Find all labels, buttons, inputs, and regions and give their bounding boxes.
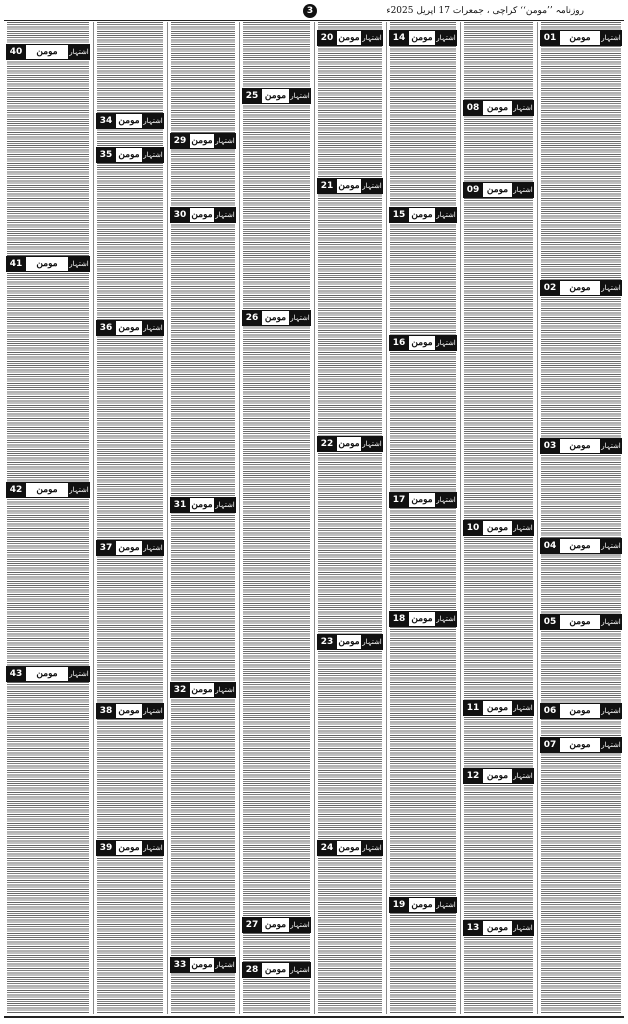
notice-logo: اشتہار xyxy=(600,704,622,718)
notice-logo: اشتہار xyxy=(289,89,311,103)
notice-header xyxy=(463,100,534,116)
notice-number: 17 xyxy=(389,493,409,507)
notice-logo: اشتہار xyxy=(361,31,383,45)
notice-logo: اشتہار xyxy=(361,437,383,451)
column-text-block xyxy=(390,22,456,1014)
column-text-block xyxy=(243,22,310,1014)
notice-logo: اشتہار xyxy=(600,539,622,553)
notice-title: مومن xyxy=(338,843,360,853)
notice-header xyxy=(463,520,534,536)
notice-header xyxy=(6,256,90,272)
notice-logo: اشتہار xyxy=(142,114,164,128)
notice-logo: اشتہار xyxy=(289,918,311,932)
notice-title: مومن xyxy=(118,543,140,553)
notice-logo: اشتہار xyxy=(600,439,622,453)
notice-column-6 xyxy=(168,22,238,1014)
notice-logo: اشتہار xyxy=(512,921,534,935)
notice-logo: اشتہار xyxy=(142,841,164,855)
notice-number: 19 xyxy=(389,898,409,912)
notice-logo: اشتہار xyxy=(289,311,311,325)
notice-logo: اشتہار xyxy=(435,898,457,912)
notice-number: 24 xyxy=(317,841,337,855)
notice-logo: اشتہار xyxy=(600,31,622,45)
notice-logo: اشتہار xyxy=(435,208,457,222)
header-rule xyxy=(4,20,624,21)
notice-header xyxy=(389,335,457,351)
column-text-block xyxy=(541,22,621,1014)
notice-number: 07 xyxy=(540,738,560,752)
notice-logo: اشتہار xyxy=(142,321,164,335)
notice-number: 05 xyxy=(540,615,560,629)
notice-header xyxy=(463,700,534,716)
notice-number: 43 xyxy=(6,667,26,681)
notice-column-1 xyxy=(538,22,624,1014)
notice-header xyxy=(540,737,622,753)
notice-logo: اشتہار xyxy=(142,541,164,555)
notice-logo: اشتہار xyxy=(435,31,457,45)
column-divider xyxy=(386,22,387,1014)
masthead xyxy=(0,6,628,20)
notice-number: 15 xyxy=(389,208,409,222)
column-divider xyxy=(167,22,168,1014)
notice-header xyxy=(96,147,164,163)
notice-title: مومن xyxy=(569,441,591,451)
notice-number: 33 xyxy=(170,958,190,972)
notice-number: 10 xyxy=(463,521,483,535)
notice-header xyxy=(170,682,236,698)
notice-number: 06 xyxy=(540,704,560,718)
notice-title: مومن xyxy=(118,150,140,160)
notice-title: مومن xyxy=(118,843,140,853)
notice-header xyxy=(96,703,164,719)
notice-header xyxy=(540,703,622,719)
notice-logo: اشتہار xyxy=(68,257,90,271)
notice-title: مومن xyxy=(36,485,58,495)
notice-logo: اشتہار xyxy=(512,701,534,715)
notice-title: مومن xyxy=(36,669,58,679)
notice-logo: اشتہار xyxy=(512,769,534,783)
column-text-block xyxy=(171,22,235,1014)
notice-number: 14 xyxy=(389,31,409,45)
notice-logo: اشتہار xyxy=(68,667,90,681)
notice-number: 08 xyxy=(463,101,483,115)
notice-title: مومن xyxy=(191,960,213,970)
column-divider xyxy=(93,22,94,1014)
notice-title: مومن xyxy=(338,637,360,647)
notice-title: مومن xyxy=(569,283,591,293)
notice-header xyxy=(540,538,622,554)
column-text-block xyxy=(7,22,89,1014)
notice-logo: اشتہار xyxy=(512,183,534,197)
notice-header xyxy=(389,492,457,508)
notice-logo: اشتہار xyxy=(214,683,236,697)
notice-logo: اشتہار xyxy=(142,148,164,162)
notice-column-7 xyxy=(94,22,166,1014)
column-divider xyxy=(537,22,538,1014)
notice-title: مومن xyxy=(36,259,58,269)
notice-title: مومن xyxy=(191,685,213,695)
notice-number: 13 xyxy=(463,921,483,935)
notice-number: 34 xyxy=(96,114,116,128)
column-divider xyxy=(460,22,461,1014)
notice-number: 03 xyxy=(540,439,560,453)
notice-header xyxy=(463,920,534,936)
notice-title: مومن xyxy=(191,500,213,510)
notice-title: مومن xyxy=(486,771,509,781)
notice-title: مومن xyxy=(191,136,213,146)
notice-column-4 xyxy=(315,22,385,1014)
notice-header xyxy=(317,436,383,452)
notice-header xyxy=(6,44,90,60)
notice-header xyxy=(6,482,90,498)
notice-number: 16 xyxy=(389,336,409,350)
notice-logo: اشتہار xyxy=(512,521,534,535)
notice-header xyxy=(317,634,383,650)
notice-logo: اشتہار xyxy=(214,134,236,148)
notice-number: 09 xyxy=(463,183,483,197)
notice-number: 25 xyxy=(242,89,262,103)
notice-number: 42 xyxy=(6,483,26,497)
notice-logo: اشتہار xyxy=(289,963,311,977)
notice-number: 28 xyxy=(242,963,262,977)
date-line: روزنامہ ’’مومن‘‘ کراچی ، جمعرات 17 اپریل 2025ء xyxy=(386,6,584,16)
notice-header xyxy=(540,614,622,630)
notice-header xyxy=(317,30,383,46)
notice-title: مومن xyxy=(569,541,591,551)
notice-title: مومن xyxy=(411,614,433,624)
notice-logo: اشتہار xyxy=(214,208,236,222)
notice-header xyxy=(170,497,236,513)
notice-title: مومن xyxy=(411,900,433,910)
notice-header xyxy=(242,88,311,104)
notice-title: مومن xyxy=(338,33,360,43)
notice-header xyxy=(6,666,90,682)
notice-number: 31 xyxy=(170,498,190,512)
notice-title: مومن xyxy=(411,33,433,43)
notice-title: مومن xyxy=(118,706,140,716)
notice-column-5 xyxy=(240,22,313,1014)
notice-number: 37 xyxy=(96,541,116,555)
notice-header xyxy=(540,438,622,454)
notice-number: 32 xyxy=(170,683,190,697)
notice-title: مومن xyxy=(264,965,287,975)
notice-title: مومن xyxy=(118,116,140,126)
notice-header xyxy=(170,133,236,149)
notice-header xyxy=(463,768,534,784)
notice-logo: اشتہار xyxy=(361,635,383,649)
notice-number: 27 xyxy=(242,918,262,932)
notice-title: مومن xyxy=(411,338,433,348)
notice-number: 26 xyxy=(242,311,262,325)
notice-header xyxy=(96,113,164,129)
notice-title: مومن xyxy=(486,185,509,195)
notice-title: مومن xyxy=(486,923,509,933)
notice-number: 02 xyxy=(540,281,560,295)
notice-header xyxy=(389,611,457,627)
column-divider xyxy=(314,22,315,1014)
notice-header xyxy=(463,182,534,198)
notice-column-8 xyxy=(4,22,92,1014)
notice-title: مومن xyxy=(411,495,433,505)
notice-logo: اشتہار xyxy=(214,498,236,512)
column-text-block xyxy=(97,22,163,1014)
notice-header xyxy=(96,540,164,556)
notice-header xyxy=(317,178,383,194)
notice-title: مومن xyxy=(411,210,433,220)
notice-number: 35 xyxy=(96,148,116,162)
notice-logo: اشتہار xyxy=(512,101,534,115)
notice-header xyxy=(389,207,457,223)
notice-title: مومن xyxy=(569,33,591,43)
notice-logo: اشتہار xyxy=(600,281,622,295)
column-text-block xyxy=(318,22,382,1014)
notice-logo: اشتہار xyxy=(600,738,622,752)
notice-number: 01 xyxy=(540,31,560,45)
notice-number: 23 xyxy=(317,635,337,649)
notice-title: مومن xyxy=(264,920,287,930)
notice-header xyxy=(540,280,622,296)
notice-header xyxy=(242,962,311,978)
notice-title: مومن xyxy=(486,103,509,113)
footer-rule xyxy=(4,1016,624,1018)
notice-number: 11 xyxy=(463,701,483,715)
notice-number: 39 xyxy=(96,841,116,855)
notice-header xyxy=(170,957,236,973)
notice-title: مومن xyxy=(338,181,360,191)
column-text-block xyxy=(464,22,533,1014)
notice-column-2 xyxy=(461,22,536,1014)
notice-number: 41 xyxy=(6,257,26,271)
notice-number: 21 xyxy=(317,179,337,193)
page-number: 3 xyxy=(303,4,317,18)
notice-number: 29 xyxy=(170,134,190,148)
notice-number: 22 xyxy=(317,437,337,451)
notice-logo: اشتہار xyxy=(214,958,236,972)
notice-header xyxy=(96,840,164,856)
notice-title: مومن xyxy=(118,323,140,333)
notice-title: مومن xyxy=(569,740,591,750)
notice-header xyxy=(242,917,311,933)
notice-header xyxy=(389,897,457,913)
notice-number: 38 xyxy=(96,704,116,718)
notice-header xyxy=(242,310,311,326)
notice-number: 30 xyxy=(170,208,190,222)
notice-logo: اشتہار xyxy=(435,612,457,626)
notice-header xyxy=(96,320,164,336)
notice-number: 04 xyxy=(540,539,560,553)
column-divider xyxy=(239,22,240,1014)
notice-number: 12 xyxy=(463,769,483,783)
notice-title: مومن xyxy=(36,47,58,57)
notice-logo: اشتہار xyxy=(142,704,164,718)
notice-logo: اشتہار xyxy=(68,45,90,59)
notice-logo: اشتہار xyxy=(361,841,383,855)
notice-title: مومن xyxy=(569,706,591,716)
notice-title: مومن xyxy=(486,703,509,713)
notice-header xyxy=(317,840,383,856)
notice-column-3 xyxy=(387,22,459,1014)
notice-title: مومن xyxy=(264,91,287,101)
notice-title: مومن xyxy=(569,617,591,627)
notice-header xyxy=(540,30,622,46)
notice-header xyxy=(389,30,457,46)
notice-logo: اشتہار xyxy=(361,179,383,193)
notice-number: 40 xyxy=(6,45,26,59)
notice-title: مومن xyxy=(338,439,360,449)
notice-number: 36 xyxy=(96,321,116,335)
notice-header xyxy=(170,207,236,223)
notice-title: مومن xyxy=(264,313,287,323)
notice-logo: اشتہار xyxy=(68,483,90,497)
notice-logo: اشتہار xyxy=(435,336,457,350)
notice-title: مومن xyxy=(486,523,509,533)
notice-number: 20 xyxy=(317,31,337,45)
notice-logo: اشتہار xyxy=(600,615,622,629)
notice-logo: اشتہار xyxy=(435,493,457,507)
notice-number: 18 xyxy=(389,612,409,626)
notice-title: مومن xyxy=(191,210,213,220)
